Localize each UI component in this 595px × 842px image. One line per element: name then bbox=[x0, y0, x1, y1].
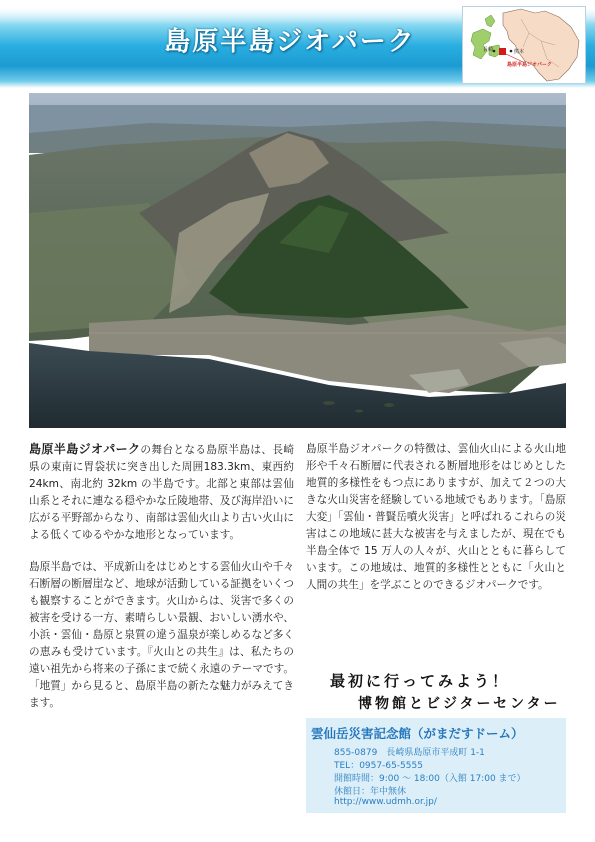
page-title: 島原半島ジオパーク bbox=[164, 27, 416, 57]
left-paragraph-1 bbox=[29, 441, 294, 544]
handwritten-line-1: 最初に行ってみよう！ bbox=[330, 672, 511, 690]
museum-address: 855-0879 長崎県島原市平成町 1-1 bbox=[334, 748, 485, 758]
map-label-nagasaki: 長崎 bbox=[483, 47, 494, 53]
kyushu-map-icon bbox=[463, 7, 585, 83]
left-paragraph-1-text: の舞台となる島原半島は、長崎県の東南に胃袋状に突き出した周囲183.3km、東西約 24km、南北約 32km の半島です。北部と東部は雲仙山系とそれに連なる穏やかな丘陵地帯、及び海岸沿いに広がる平野部からなり、南部は雲仙火山より古い火山による低くてゆるやかな地形となっています。 bbox=[29, 444, 295, 541]
handwritten-line-2: 博物館とビジターセンター bbox=[358, 696, 561, 712]
aerial-volcano-photo bbox=[29, 93, 566, 428]
museum-info-box bbox=[306, 718, 566, 813]
map-label-geopark: 島原半島ジオパーク bbox=[507, 62, 552, 68]
museum-tel: TEL：0957-65-5555 bbox=[334, 761, 423, 771]
right-column bbox=[306, 441, 566, 594]
museum-name: 雲仙岳災害記念館（がまだすドーム） bbox=[311, 726, 524, 741]
map-label-kumamoto: 熊本 bbox=[514, 49, 525, 55]
inset-map bbox=[462, 6, 586, 84]
museum-url-link[interactable]: http://www.udmh.or.jp/ bbox=[334, 797, 437, 807]
museum-closed-days: 休館日：年中無休 bbox=[334, 787, 407, 797]
right-paragraph-1: 島原半島ジオパークの特徴は、雲仙火山による火山地形や千々石断層に代表される断層地形をはじめとした地質的多様性をもつ点にありますが、加えて２つの大きな火山災害を経験している地域でもあります。「島原大変」「雲仙・普賢岳噴火災害」と呼ばれるこれらの災害はこの地域に甚大な被害を与えましたが、現在でも半島全体で 15 万人の人々が、火山とともに暮らしています。この地域は、地質的多様性とともに「火山と人間の共生」を学ぶことのできるジオパークです。 bbox=[306, 443, 566, 591]
left-paragraph-2: 島原半島では、平成新山をはじめとする雲仙火山や千々石断層の断層崖など、地球が活動している証拠をいくつも観察することができます。火山からは、災害で多くの被害を受ける一方、素晴らしい景観、おいしい湧水や、小浜・雲仙・島原と泉質の違う温泉が楽しめるなど多くの恵みも受けています。『火山との共生』は、私たちの遠い祖先から将来の子孫にまで続く永遠のテーマです。「地質」から見ると、島原半島の新たな魅力がみえてきます。 bbox=[29, 561, 294, 709]
map-marker-icon bbox=[499, 48, 506, 55]
left-column bbox=[29, 441, 294, 712]
lead-bold-term: 島原半島ジオパーク bbox=[29, 442, 141, 456]
museum-hours: 開館時間：9:00 〜 18:00（入館 17:00 まで） bbox=[334, 774, 526, 784]
